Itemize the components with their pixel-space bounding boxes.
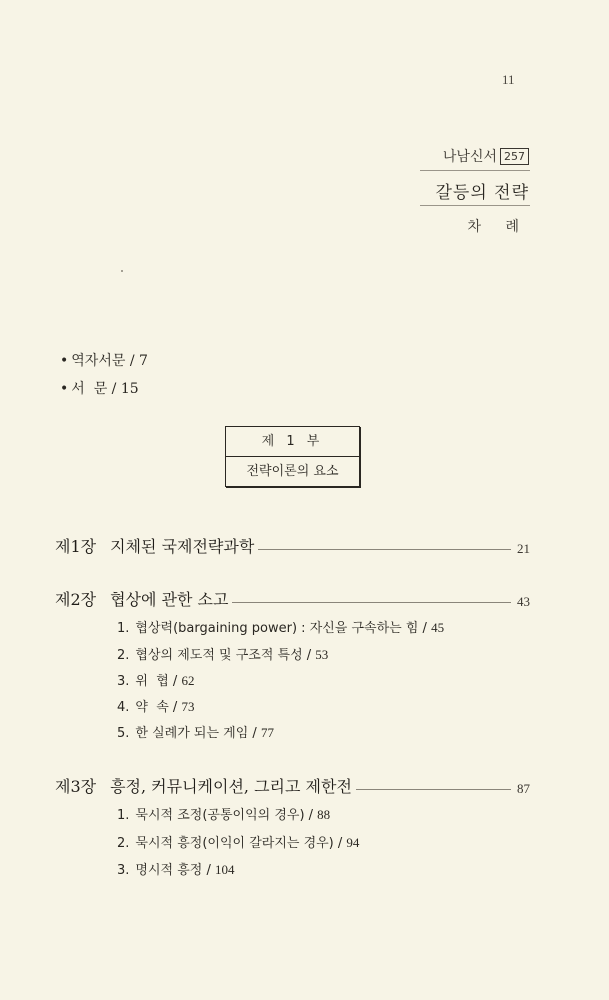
toc-section: 2. 협상의 제도적 및 구조적 특성 / 53 — [117, 647, 329, 663]
series-number: 257 — [500, 148, 529, 165]
front-matter-page: 15 — [120, 381, 139, 397]
chapter-label: 제1장 — [55, 537, 97, 556]
chapter-label: 제3장 — [55, 777, 97, 796]
toc-section: 4. 약 속 / 73 — [117, 699, 195, 715]
toc-title: 차 례 — [467, 219, 529, 235]
book-title: 갈등의 전략 — [435, 183, 529, 203]
section-number: 5. — [117, 726, 130, 741]
section-title: 묵시적 흥정(이익이 갈라지는 경우) — [135, 836, 334, 851]
front-matter-title: 서 문 — [71, 381, 108, 397]
section-title: 명시적 흥정 — [135, 863, 203, 878]
chapter-title: 협상에 관한 소고 — [110, 590, 229, 609]
toc-section: 3. 위 협 / 62 — [117, 673, 195, 689]
leader-line — [356, 789, 511, 790]
section-title: 묵시적 조정(공통이익의 경우) — [135, 808, 305, 823]
bullet-icon: • — [60, 353, 69, 369]
section-title: 협상력(bargaining power) : 자신을 구속하는 힘 — [135, 621, 419, 636]
speck — [121, 270, 123, 272]
bullet-icon: • — [60, 381, 69, 397]
toc-chapter — [55, 774, 530, 797]
section-number: 3. — [117, 674, 130, 689]
section-page: 88 — [317, 807, 331, 822]
section-title: 한 실례가 되는 게임 — [135, 726, 249, 741]
front-matter-item: • 역자서문 / 7 — [60, 353, 148, 369]
chapter-page: 87 — [517, 781, 530, 796]
part-title: 전략이론의 요소 — [226, 456, 359, 486]
toc-section: 1. 묵시적 조정(공통이익의 경우) / 88 — [117, 807, 331, 823]
section-number: 2. — [117, 836, 130, 851]
series-name: 나남신서 — [442, 149, 497, 165]
page-number: 11 — [502, 72, 515, 87]
section-page: 53 — [315, 647, 329, 662]
toc-chapter — [55, 587, 530, 610]
front-matter-title: 역자서문 — [71, 353, 126, 369]
toc-chapter — [55, 534, 530, 557]
toc-section: 5. 한 실례가 되는 게임 / 77 — [117, 725, 274, 741]
toc-section: 1. 협상력(bargaining power) : 자신을 구속하는 힘 / 45 — [117, 620, 445, 636]
section-number: 3. — [117, 863, 130, 878]
section-page: 94 — [346, 835, 360, 850]
series-label — [443, 146, 529, 166]
front-matter-page: 7 — [139, 353, 148, 369]
part-label: 제 1 부 — [261, 434, 324, 449]
chapter-page: 21 — [517, 541, 530, 556]
leader-line — [258, 549, 511, 550]
section-title: 위 협 — [135, 674, 169, 689]
front-matter-item: • 서 문 / 15 — [60, 381, 139, 397]
part-box — [225, 426, 360, 487]
section-number: 1. — [117, 808, 130, 823]
section-title: 협상의 제도적 및 구조적 특성 — [135, 648, 303, 663]
chapter-page: 43 — [517, 594, 530, 609]
chapter-title: 흥정, 커뮤니케이션, 그리고 제한전 — [110, 777, 352, 796]
toc-section: 3. 명시적 흥정 / 104 — [117, 862, 235, 878]
leader-line — [232, 602, 511, 603]
toc-section: 2. 묵시적 흥정(이익이 갈라지는 경우) / 94 — [117, 835, 360, 851]
section-number: 4. — [117, 700, 130, 715]
chapter-label: 제2장 — [55, 590, 97, 609]
section-title: 약 속 — [135, 700, 169, 715]
section-page: 77 — [260, 725, 274, 740]
title-rule-bottom — [420, 205, 530, 206]
section-page: 104 — [215, 862, 235, 877]
section-page: 73 — [181, 699, 195, 714]
title-rule-top — [420, 170, 530, 171]
section-page: 45 — [431, 620, 445, 635]
section-number: 1. — [117, 621, 130, 636]
chapter-title: 지체된 국제전략과학 — [110, 537, 255, 556]
section-page: 62 — [181, 673, 195, 688]
section-number: 2. — [117, 648, 130, 663]
